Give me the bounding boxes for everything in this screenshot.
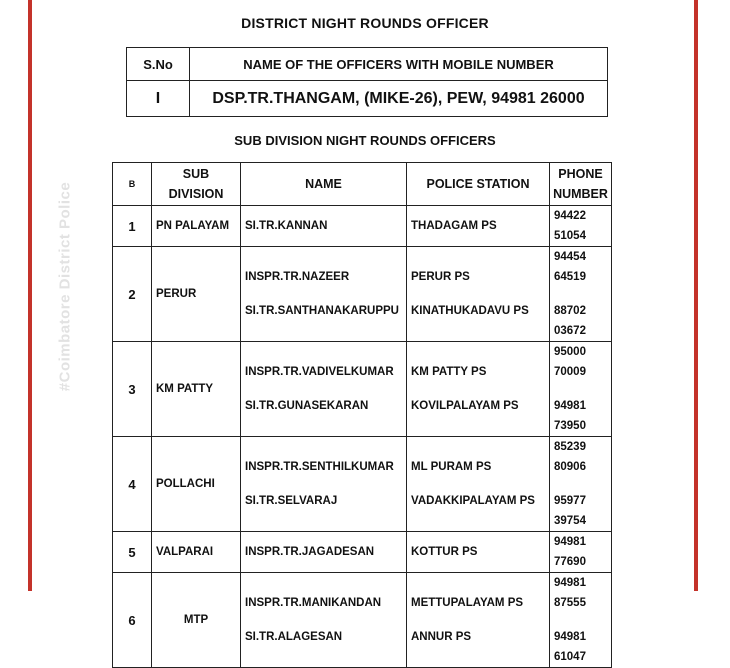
line-spacer (245, 382, 406, 396)
police-station-cell (407, 206, 550, 247)
officer-name: SI.TR.GUNASEKARAN (245, 400, 369, 412)
officer-name: INSPR.TR.NAZEER (245, 271, 350, 283)
sub-division-cell: PERUR (152, 247, 241, 342)
line-spacer (411, 613, 549, 627)
sno-cell: 2 (113, 247, 152, 342)
phone-number: 94981 87555 (554, 577, 586, 609)
officer-name: SI.TR.SELVARAJ (245, 495, 338, 507)
subdivision-officers-table (112, 162, 612, 668)
table-body (113, 206, 612, 668)
phone-number: 94422 51054 (554, 210, 586, 242)
phone-number: 85239 80906 (554, 441, 586, 473)
frame-right-border (694, 0, 698, 591)
subdivision-title: SUB DIVISION NIGHT ROUNDS OFFICERS (234, 133, 496, 148)
police-station: KOTTUR PS (411, 546, 478, 558)
police-station: ML PURAM PS (411, 461, 492, 473)
police-station: METTUPALAYAM PS (411, 597, 524, 609)
sub-division-header-line2: DIVISION (168, 187, 224, 201)
police-station-cell (407, 573, 550, 668)
police-station-cell (407, 532, 550, 573)
sno-cell: 6 (113, 573, 152, 668)
officer-cell: DSP.TR.THANGAM, (MIKE-26), PEW, 94981 26000 (190, 81, 608, 117)
officer-name-cell (241, 206, 407, 247)
phone-number: 95977 39754 (554, 495, 586, 527)
phone-number-cell (550, 247, 612, 342)
table-row (127, 81, 608, 117)
phone-number: 94454 64519 (554, 251, 586, 283)
line-spacer (411, 382, 549, 396)
sub-division-cell: MTP (152, 573, 241, 668)
police-station-cell (407, 437, 550, 532)
table-row (113, 342, 612, 437)
sno-cell: 5 (113, 532, 152, 573)
officer-name-cell (241, 342, 407, 437)
line-spacer (554, 477, 611, 491)
phone-number: 94981 61047 (554, 631, 586, 663)
phone-number-cell (550, 532, 612, 573)
officer-name: INSPR.TR.SENTHILKUMAR (245, 461, 394, 473)
name-header: NAME (241, 163, 407, 206)
phone-number: 94981 77690 (554, 536, 586, 568)
phone-number: 88702 03672 (554, 305, 586, 337)
line-spacer (245, 613, 406, 627)
officer-name: SI.TR.SANTHANAKARUPPU (245, 305, 399, 317)
police-station: KM PATTY PS (411, 366, 487, 378)
frame-left-border (28, 0, 32, 591)
phone-number-cell (550, 437, 612, 532)
police-station-cell (407, 247, 550, 342)
police-station-cell (407, 342, 550, 437)
police-station: ANNUR PS (411, 631, 472, 643)
sub-division-cell: KM PATTY (152, 342, 241, 437)
sub-division-cell: PN PALAYAM (152, 206, 241, 247)
phone-header-line1: PHONE (558, 167, 603, 181)
table-header-row (113, 163, 612, 206)
table-row (113, 573, 612, 668)
phone-number-cell (550, 342, 612, 437)
sub-division-header-line1: SUB (182, 167, 210, 181)
line-spacer (245, 477, 406, 491)
line-spacer (554, 613, 611, 627)
phone-number-cell (550, 573, 612, 668)
table-row (113, 532, 612, 573)
line-spacer (245, 287, 406, 301)
district-title: DISTRICT NIGHT ROUNDS OFFICER (241, 15, 489, 31)
officer-name-header: NAME OF THE OFFICERS WITH MOBILE NUMBER (190, 48, 608, 81)
line-spacer (554, 382, 611, 396)
table-row (113, 437, 612, 532)
table-row (113, 247, 612, 342)
sno-cell: 4 (113, 437, 152, 532)
officer-name: INSPR.TR.JAGADESAN (245, 546, 375, 558)
line-spacer (411, 477, 549, 491)
line-spacer (411, 287, 549, 301)
sno-cell: I (127, 81, 190, 117)
police-station: KOVILPALAYAM PS (411, 400, 519, 412)
officer-name: INSPR.TR.VADIVELKUMAR (245, 366, 394, 378)
police-station: KINATHUKADAVU PS (411, 305, 529, 317)
police-station: PERUR PS (411, 271, 470, 283)
phone-number: 94981 73950 (554, 400, 586, 432)
police-station: THADAGAM PS (411, 220, 497, 232)
sub-division-cell: POLLACHI (152, 437, 241, 532)
district-officer-table (126, 47, 608, 117)
line-spacer (554, 287, 611, 301)
sno-cell: 3 (113, 342, 152, 437)
sno-cell: 1 (113, 206, 152, 247)
phone-header-line2: NUMBER (553, 187, 608, 201)
sub-division-cell: VALPARAI (152, 532, 241, 573)
officer-name-cell (241, 532, 407, 573)
sno-header: B (113, 163, 152, 206)
phone-number: 95000 70009 (554, 346, 586, 378)
table-header-row (127, 48, 608, 81)
officer-name: SI.TR.KANNAN (245, 220, 328, 232)
officer-name-cell (241, 437, 407, 532)
sno-header: S.No (127, 48, 190, 81)
table-row (113, 206, 612, 247)
officer-name: INSPR.TR.MANIKANDAN (245, 597, 382, 609)
police-station-header: POLICE STATION (407, 163, 550, 206)
phone-number-header (550, 163, 612, 206)
police-station: VADAKKIPALAYAM PS (411, 495, 535, 507)
officer-name-cell (241, 247, 407, 342)
watermark: #Coimbatore District Police (56, 181, 74, 392)
officer-name-cell (241, 573, 407, 668)
officer-name: SI.TR.ALAGESAN (245, 631, 343, 643)
phone-number-cell (550, 206, 612, 247)
sub-division-header (152, 163, 241, 206)
